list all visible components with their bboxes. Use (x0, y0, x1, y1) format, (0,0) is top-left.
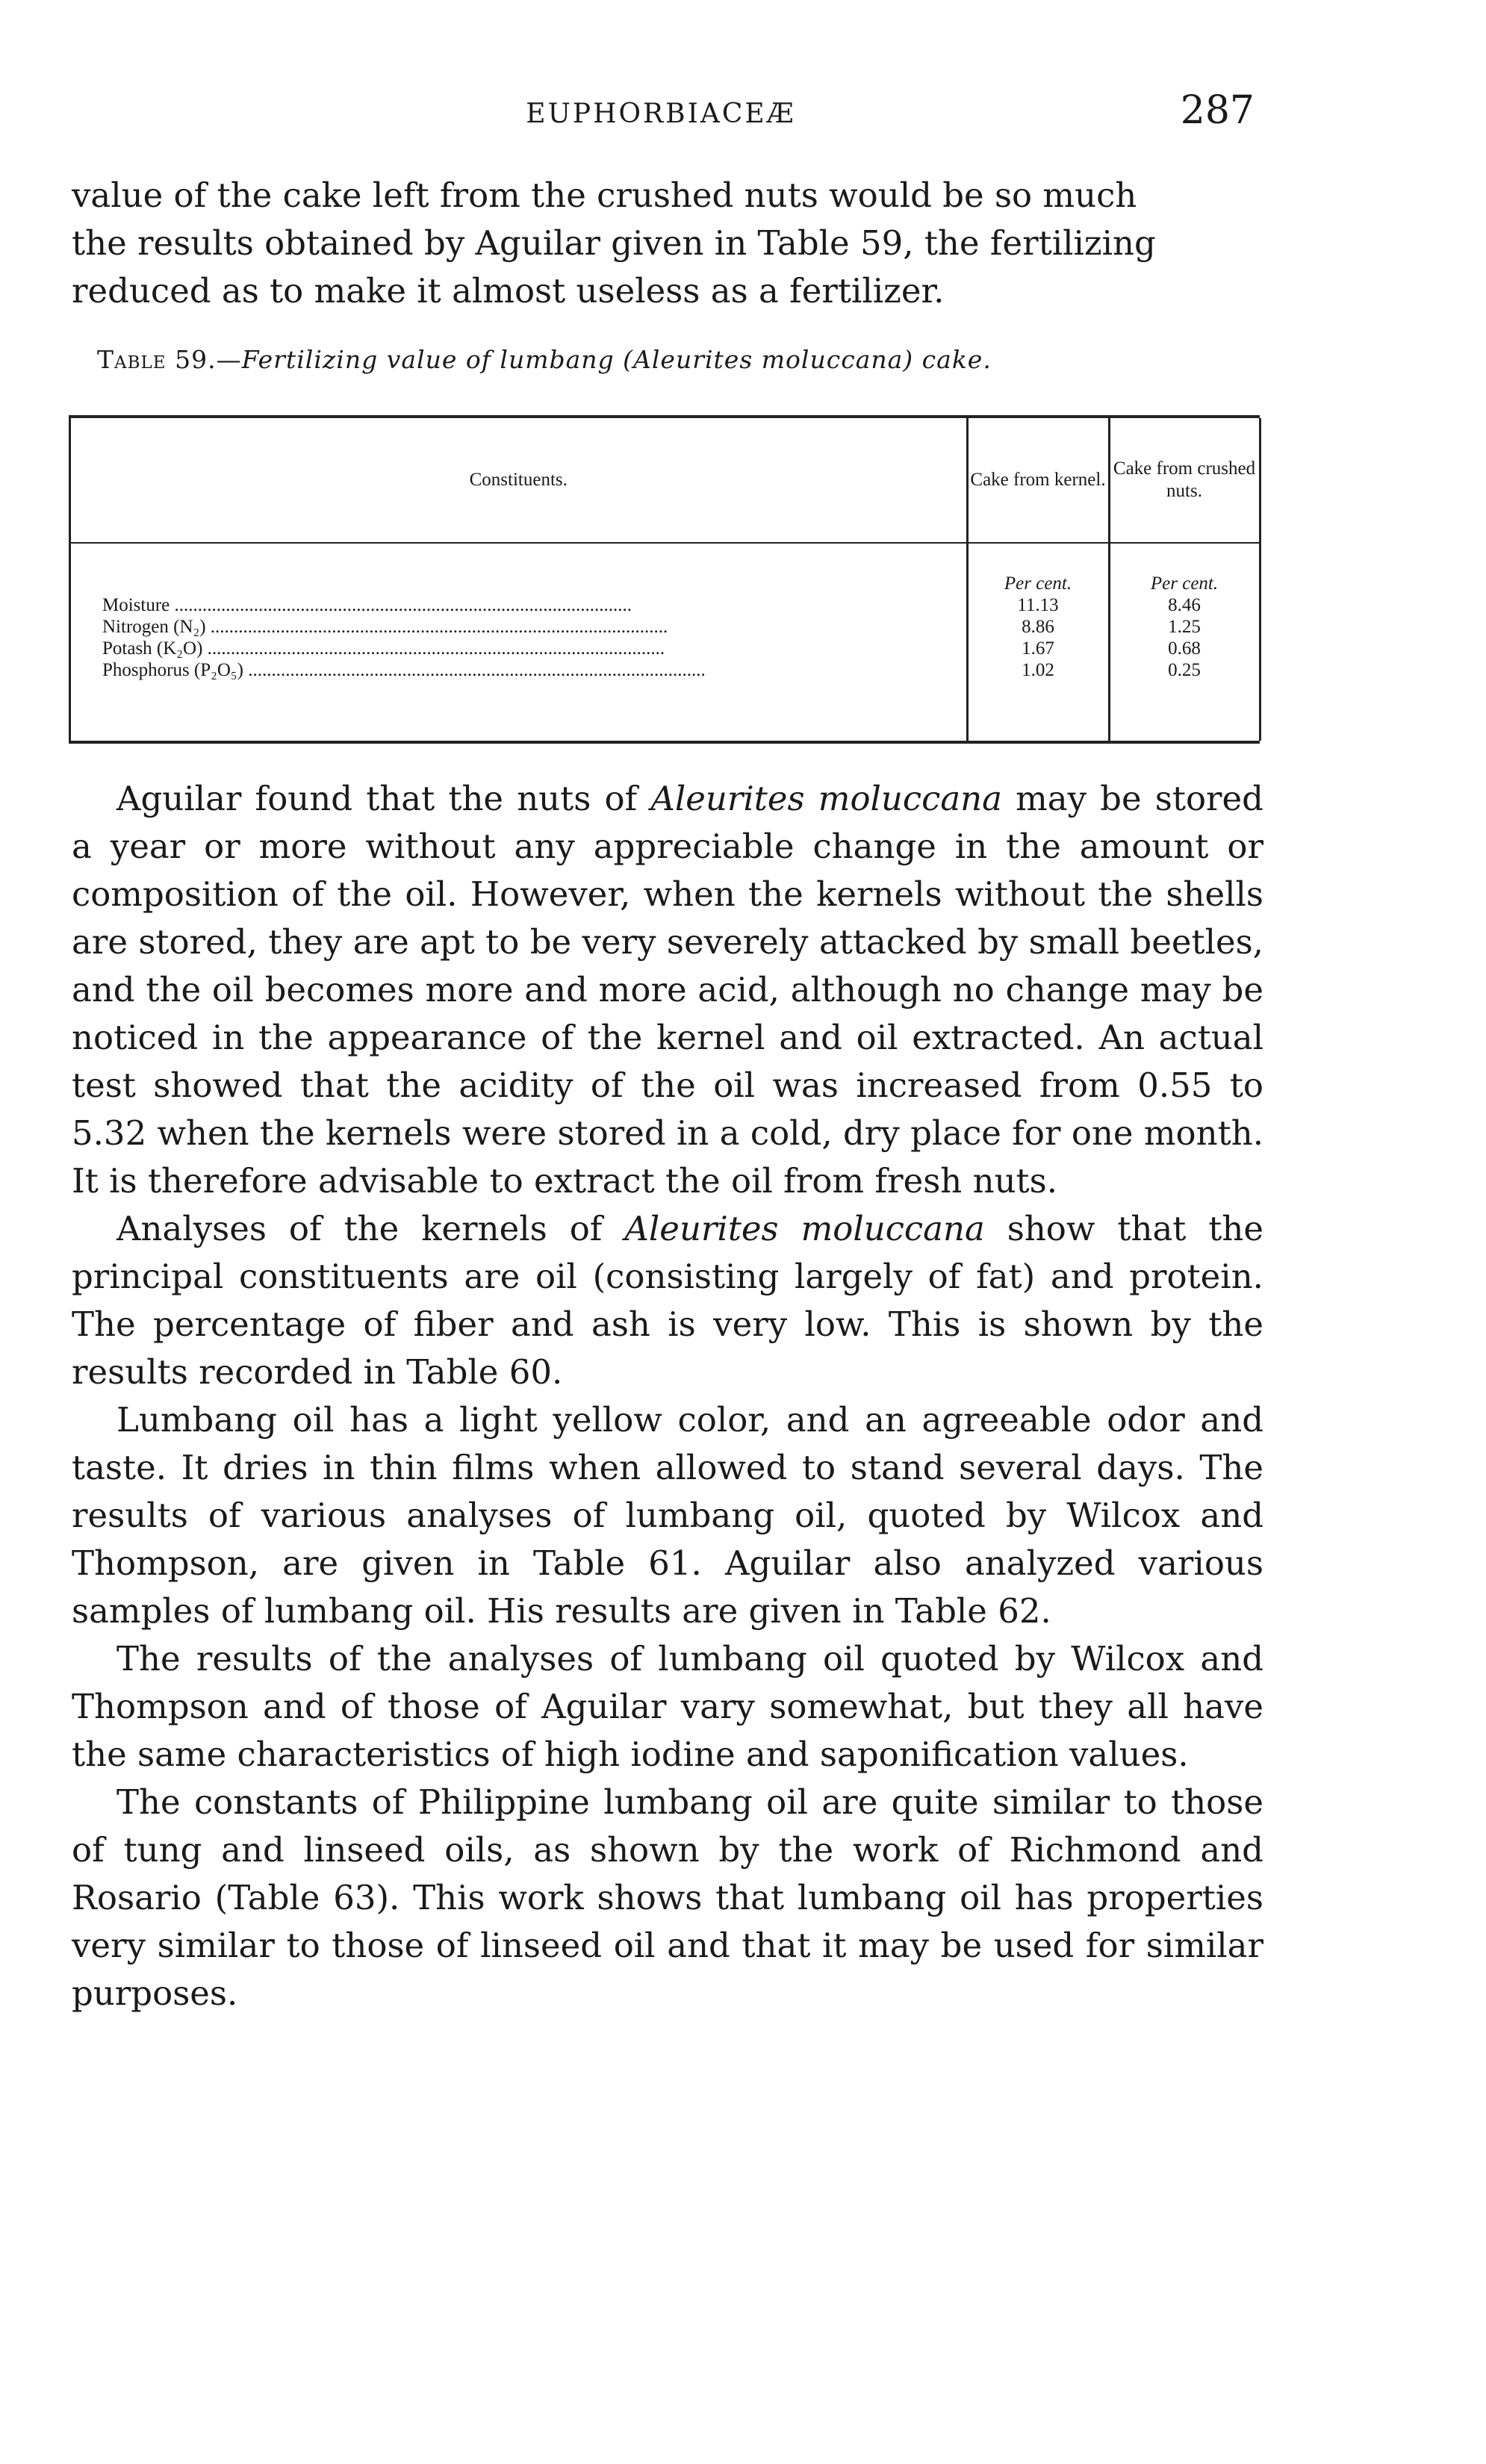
intro-paragraph (72, 172, 1263, 315)
units-cell-crushed: Per cent. (1109, 543, 1260, 594)
paragraph-5: The constants of Philippine lumbang oil are quite similar to those of tung and linseed oils, as shown by the work of Richmond and Rosario (Table 63). This work shows that lumbang oil has properties very similar to those of linseed oil and that it may be used for similar purposes. (72, 1782, 1263, 2013)
table-caption-number: Table 59. (97, 345, 217, 374)
kernel-value: 8.86 (967, 616, 1109, 638)
column-header-constituents: Constituents. (71, 418, 967, 543)
crushed-value: 0.25 (1109, 659, 1260, 681)
intro-line-3: reduced as to make it almost useless as a fertilizer. (72, 271, 945, 311)
paragraph-2-text-a: Analyses of the kernels of (116, 1209, 625, 1248)
table-caption (97, 345, 1262, 374)
kernel-value: 1.02 (967, 659, 1109, 681)
fertilizer-table (69, 415, 1260, 744)
row-label: Nitrogen (N₂) .................................................................................................. (102, 617, 668, 637)
units-cell-kernel: Per cent. (967, 543, 1109, 594)
table-row (71, 594, 1260, 616)
paragraph-1-text-b: may be stored a year or more without any appreciable change in the amount or composition of the oil. However, when the kernels without the shells are stored, they are apt to be very severely attacked by small beetles, and the oil becomes more and more acid, although no change may be noticed in the appearance of the kernel and oil extracted. An actual test showed that the acidity of the oil was increased from 0.55 to 5.32 when the kernels were stored in a cold, dry place for one month. It is therefore advisable to extract the oil from fresh nuts. (72, 779, 1263, 1201)
table-filler (1109, 681, 1260, 741)
table-row (71, 638, 1260, 659)
paragraph-1-species: Aleurites moluccana (650, 779, 1002, 818)
table-row (71, 659, 1260, 681)
intro-line-1: value of the cake left from the crushed nuts would be so much (72, 175, 1137, 215)
page-number: 287 (1180, 88, 1255, 133)
crushed-value: 8.46 (1109, 594, 1260, 616)
page-header (67, 88, 1255, 148)
crushed-value: 1.25 (1109, 616, 1260, 638)
intro-line-2: the results obtained by Aguilar given in Table 59, the fertilizing (72, 223, 1156, 263)
units-cell-empty (71, 543, 967, 594)
row-label-text: Moisture (102, 595, 170, 615)
body-text (72, 775, 1263, 2017)
table-caption-title: Fertilizing value of lumbang (Aleurites moluccana) cake. (241, 345, 992, 374)
row-label-text: Phosphorus (P₂O₅) (102, 660, 243, 680)
paragraph-2-text-b: show that the principal constituents are oil (consisting largely of fat) and protein. The percentage of fiber and ash is very low. This is shown by the results recorded in Table 60. (72, 1209, 1264, 1392)
table-filler (967, 681, 1109, 741)
running-head: EUPHORBIACEÆ (526, 99, 796, 129)
paragraph-3: Lumbang oil has a light yellow color, and an agreeable odor and taste. It dries in thin films when allowed to stand several days. The results of various analyses of lumbang oil, quoted by Wilcox and Thompson, are given in Table 61. Aguilar also analyzed various samples of lumbang oil. His results are given in Table 62. (72, 1400, 1263, 1631)
column-header-crushed: Cake from crushed nuts. (1109, 418, 1260, 543)
kernel-value: 11.13 (967, 594, 1109, 616)
row-label: Potash (K₂O) .................................................................................................. (102, 638, 665, 659)
table-row (71, 616, 1260, 638)
paragraph-1 (72, 775, 1263, 1205)
paragraph-2-species: Aleurites moluccana (624, 1209, 985, 1248)
row-label-text: Potash (K₂O) (102, 638, 203, 659)
column-header-kernel: Cake from kernel. (967, 418, 1109, 543)
paragraph-2 (72, 1205, 1263, 1396)
paragraph-4: The results of the analyses of lumbang oil quoted by Wilcox and Thompson and of those of Aguilar vary somewhat, but they all have the same characteristics of high iodine and saponification values. (72, 1639, 1263, 1774)
row-label: Phosphorus (P₂O₅) .................................................................................................. (102, 660, 706, 680)
kernel-value: 1.67 (967, 638, 1109, 659)
table-caption-dash: — (216, 345, 242, 374)
paragraph-1-text-a: Aguilar found that the nuts of (116, 779, 651, 818)
row-label: Moisture .................................................................................................. (102, 595, 632, 615)
crushed-value: 0.68 (1109, 638, 1260, 659)
row-label-text: Nitrogen (N₂) (102, 617, 206, 637)
table-filler (71, 681, 967, 741)
